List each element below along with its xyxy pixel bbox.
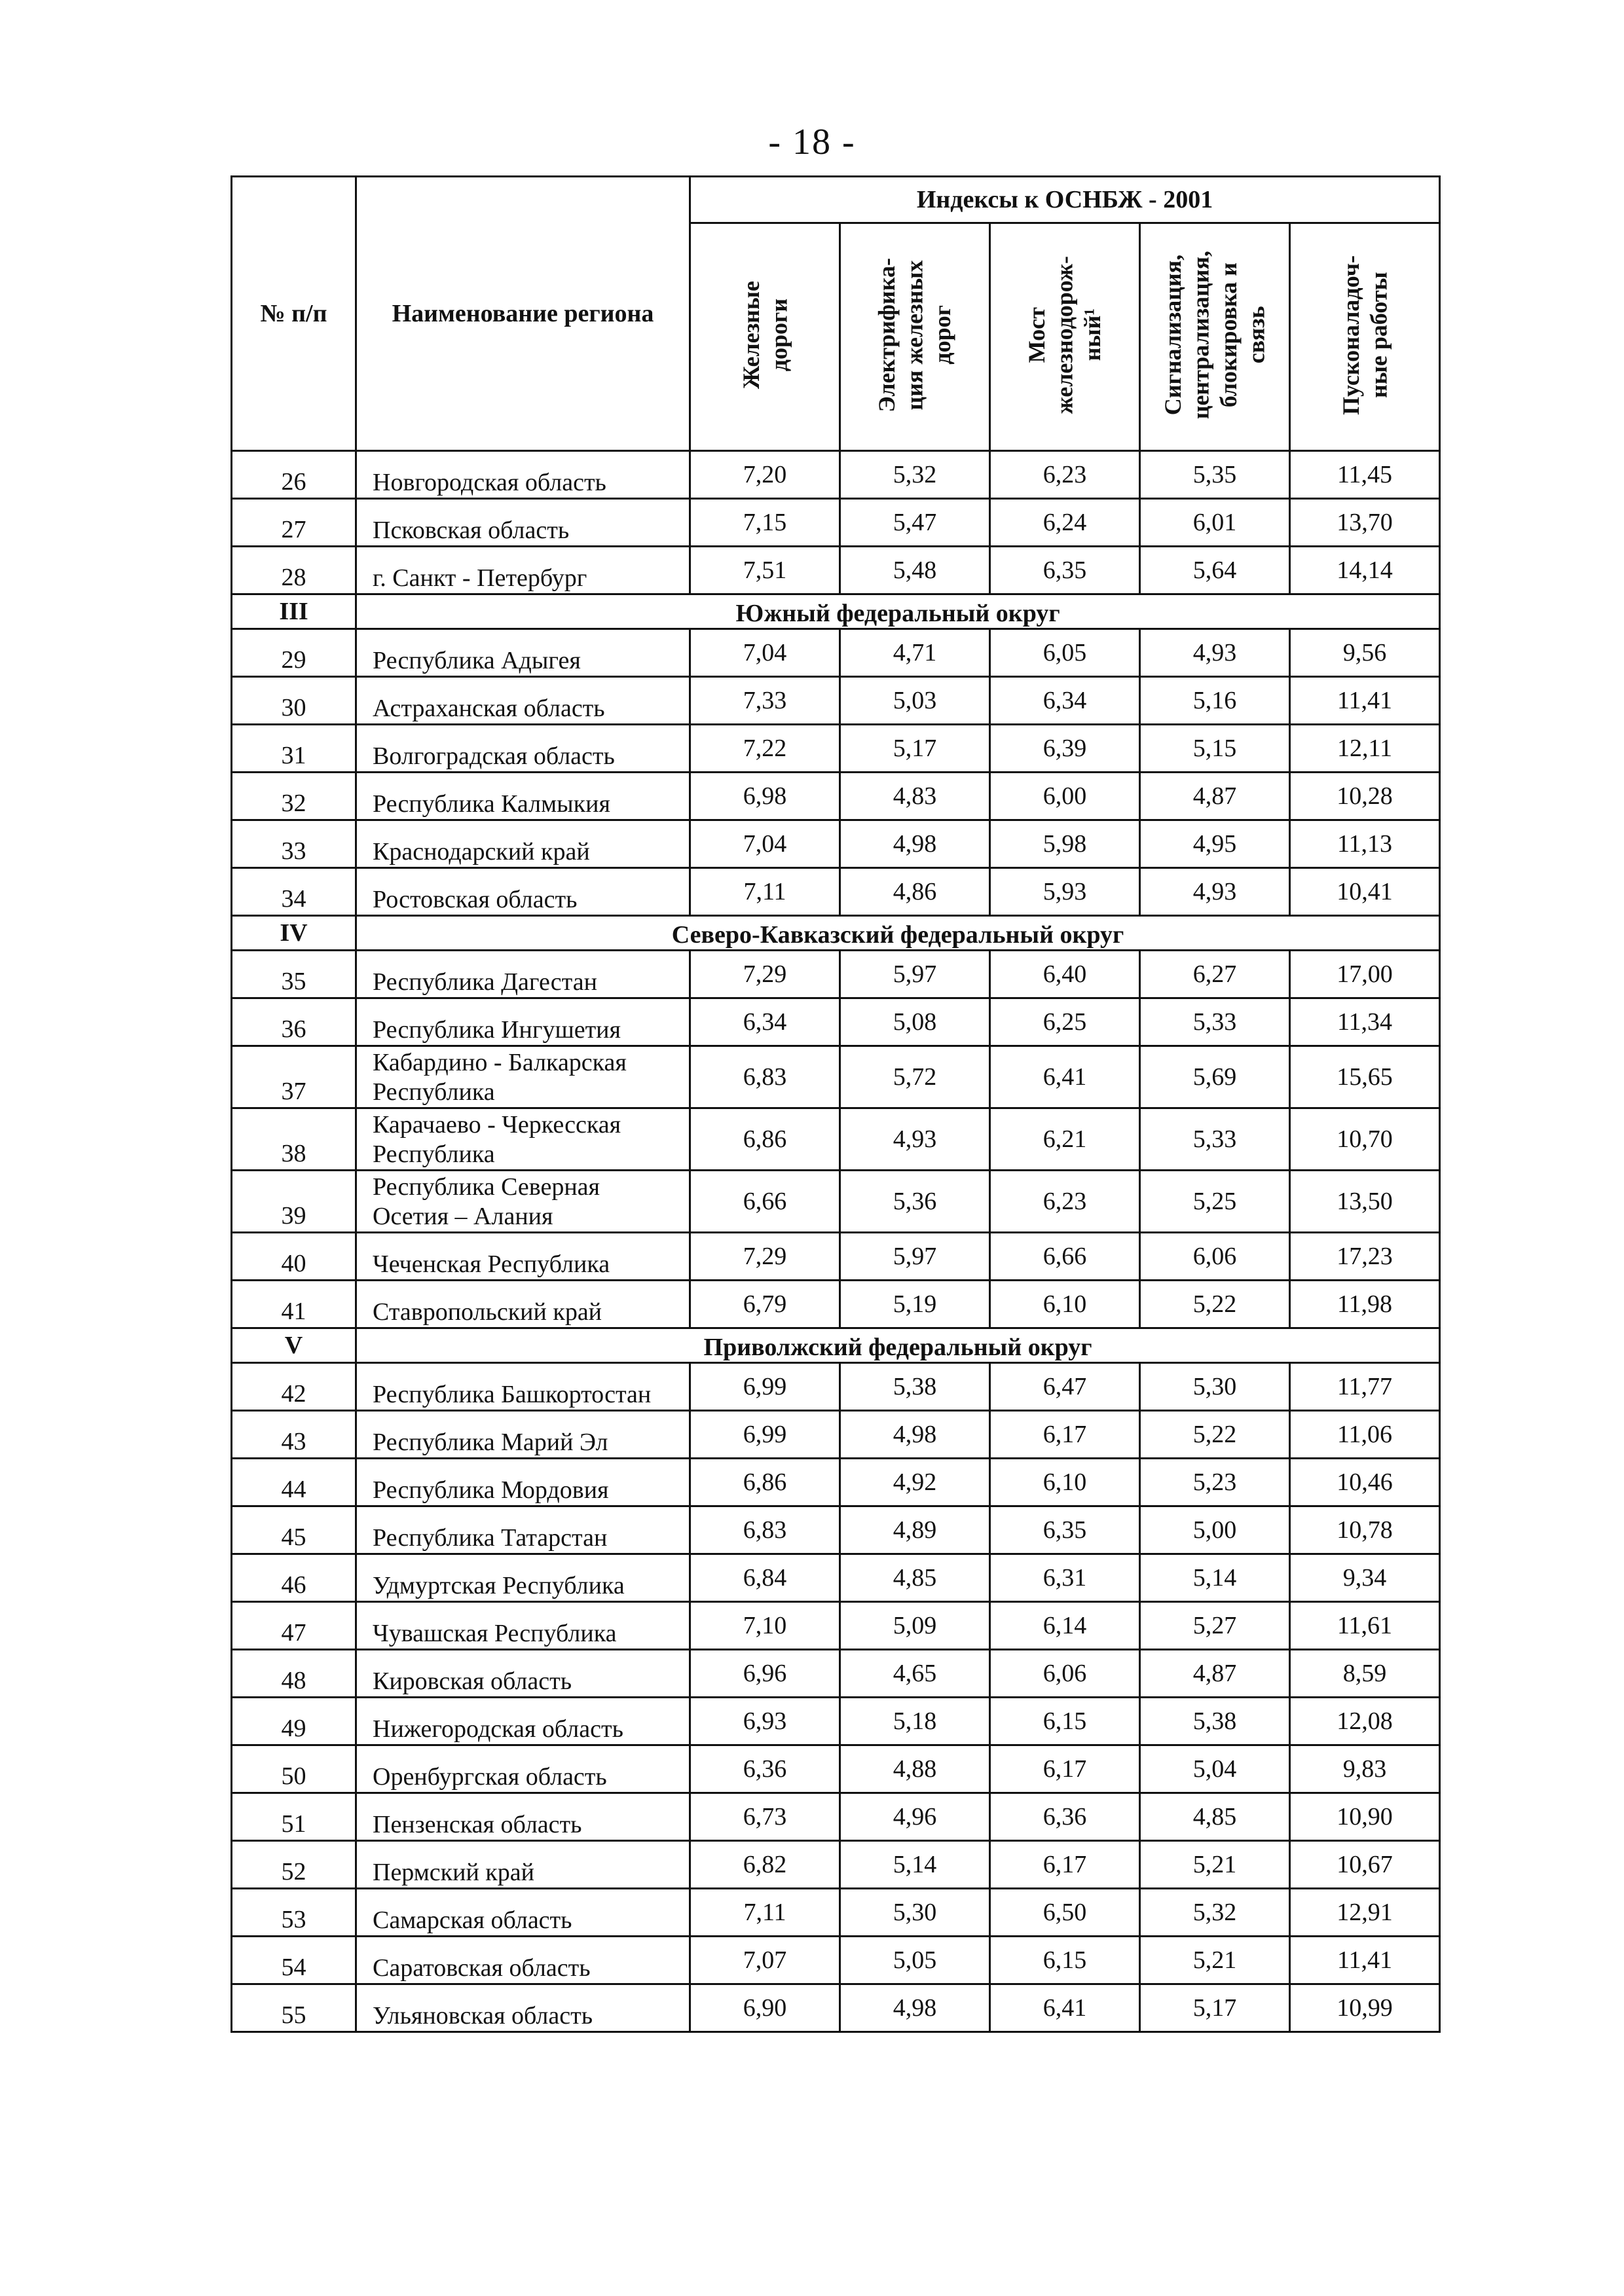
- bridge-index: 6,15: [990, 1937, 1140, 1984]
- commissioning-index: 15,65: [1290, 1046, 1440, 1108]
- commissioning-index: 11,41: [1290, 1937, 1440, 1984]
- region-name: Чеченская Республика: [356, 1233, 690, 1281]
- bridge-index: 6,17: [990, 1841, 1140, 1889]
- electrification-index: 5,47: [840, 499, 990, 547]
- electrification-index: 5,32: [840, 451, 990, 499]
- commissioning-index: 17,23: [1290, 1233, 1440, 1281]
- table-row: [232, 951, 1440, 998]
- region-name: Нижегородская область: [356, 1698, 690, 1745]
- row-number: 37: [232, 1046, 356, 1108]
- signaling-index: 5,22: [1140, 1281, 1290, 1328]
- row-number: 45: [232, 1506, 356, 1554]
- electrification-index: 4,98: [840, 1411, 990, 1459]
- table-row: [232, 547, 1440, 594]
- regional-index-table: [231, 175, 1441, 2033]
- railways-index: 6,99: [690, 1411, 840, 1459]
- commissioning-index: 8,59: [1290, 1650, 1440, 1698]
- table-row: [232, 1171, 1440, 1233]
- commissioning-index: 10,90: [1290, 1793, 1440, 1841]
- region-name: г. Санкт - Петербург: [356, 547, 690, 594]
- table-row: [232, 1698, 1440, 1745]
- electrification-index: 5,09: [840, 1602, 990, 1650]
- commissioning-index: 17,00: [1290, 951, 1440, 998]
- region-name: Кабардино - Балкарская Республика: [356, 1046, 690, 1108]
- table-row: [232, 1411, 1440, 1459]
- bridge-index: 6,31: [990, 1554, 1140, 1602]
- bridge-index: 6,40: [990, 951, 1140, 998]
- table-row: [232, 1281, 1440, 1328]
- row-number: 35: [232, 951, 356, 998]
- commissioning-index: 12,08: [1290, 1698, 1440, 1745]
- commissioning-index: 11,34: [1290, 998, 1440, 1046]
- row-number: 49: [232, 1698, 356, 1745]
- table-row: [232, 725, 1440, 773]
- page-number: - 18 -: [768, 122, 856, 162]
- bridge-index: 6,14: [990, 1602, 1140, 1650]
- electrification-index: 5,17: [840, 725, 990, 773]
- electrification-index: 5,03: [840, 677, 990, 725]
- commissioning-index: 11,77: [1290, 1363, 1440, 1411]
- region-name: Чувашская Республика: [356, 1602, 690, 1650]
- table-row: [232, 1937, 1440, 1984]
- region-name: Республика Татарстан: [356, 1506, 690, 1554]
- signaling-index: 5,16: [1140, 677, 1290, 725]
- row-number: 46: [232, 1554, 356, 1602]
- table-row: [232, 499, 1440, 547]
- region-name: Удмуртская Республика: [356, 1554, 690, 1602]
- row-number: 31: [232, 725, 356, 773]
- section-title: Приволжский федеральный округ: [356, 1328, 1440, 1363]
- commissioning-index: 11,45: [1290, 451, 1440, 499]
- region-name: Республика Ингушетия: [356, 998, 690, 1046]
- table-row: [232, 1602, 1440, 1650]
- signaling-index: 5,17: [1140, 1984, 1290, 2032]
- electrification-index: 4,92: [840, 1459, 990, 1506]
- header-signaling: Сигнализация, централизация, блокировка и связь: [1140, 223, 1290, 451]
- signaling-index: 6,06: [1140, 1233, 1290, 1281]
- row-number: 36: [232, 998, 356, 1046]
- region-name: Карачаево - Черкесская Республика: [356, 1108, 690, 1171]
- table-row: [232, 1233, 1440, 1281]
- row-number: 33: [232, 820, 356, 868]
- table-row: [232, 629, 1440, 677]
- commissioning-index: 9,34: [1290, 1554, 1440, 1602]
- commissioning-index: 9,56: [1290, 629, 1440, 677]
- table-row: [232, 1554, 1440, 1602]
- row-number: 41: [232, 1281, 356, 1328]
- signaling-index: 5,33: [1140, 1108, 1290, 1171]
- electrification-index: 5,18: [840, 1698, 990, 1745]
- region-name: Республика Башкортостан: [356, 1363, 690, 1411]
- electrification-index: 4,98: [840, 1984, 990, 2032]
- section-row: [232, 594, 1440, 629]
- commissioning-index: 10,78: [1290, 1506, 1440, 1554]
- region-name: Республика Северная Осетия – Алания: [356, 1171, 690, 1233]
- table-row: [232, 1745, 1440, 1793]
- railways-index: 7,20: [690, 451, 840, 499]
- electrification-index: 5,08: [840, 998, 990, 1046]
- row-number: 39: [232, 1171, 356, 1233]
- bridge-index: 6,15: [990, 1698, 1140, 1745]
- electrification-index: 5,97: [840, 1233, 990, 1281]
- row-number: 26: [232, 451, 356, 499]
- region-name: Республика Дагестан: [356, 951, 690, 998]
- railways-index: 7,33: [690, 677, 840, 725]
- signaling-index: 4,93: [1140, 629, 1290, 677]
- signaling-index: 5,32: [1140, 1889, 1290, 1937]
- bridge-index: 6,24: [990, 499, 1140, 547]
- signaling-index: 5,23: [1140, 1459, 1290, 1506]
- region-name: Ростовская область: [356, 868, 690, 916]
- railways-index: 6,84: [690, 1554, 840, 1602]
- bridge-index: 5,93: [990, 868, 1140, 916]
- table-row: [232, 1506, 1440, 1554]
- signaling-index: 5,21: [1140, 1937, 1290, 1984]
- bridge-index: 6,05: [990, 629, 1140, 677]
- bridge-index: 6,41: [990, 1046, 1140, 1108]
- bridge-index: 6,47: [990, 1363, 1140, 1411]
- header-index-group: Индексы к ОСНБЖ - 2001: [690, 177, 1440, 223]
- section-number: III: [232, 594, 356, 629]
- commissioning-index: 11,41: [1290, 677, 1440, 725]
- bridge-index: 6,10: [990, 1281, 1140, 1328]
- electrification-index: 4,93: [840, 1108, 990, 1171]
- railways-index: 6,96: [690, 1650, 840, 1698]
- row-number: 27: [232, 499, 356, 547]
- railways-index: 6,73: [690, 1793, 840, 1841]
- header-railway-bridge: Мост железнодорож- ный¹: [990, 223, 1140, 451]
- signaling-index: 5,30: [1140, 1363, 1290, 1411]
- railways-index: 6,83: [690, 1046, 840, 1108]
- bridge-index: 6,23: [990, 451, 1140, 499]
- railways-index: 7,11: [690, 1889, 840, 1937]
- railways-index: 7,04: [690, 820, 840, 868]
- railways-index: 6,99: [690, 1363, 840, 1411]
- header-row-number: № п/п: [232, 177, 356, 451]
- commissioning-index: 10,67: [1290, 1841, 1440, 1889]
- table-row: [232, 1889, 1440, 1937]
- header-commissioning: Пусконаладоч- ные работы: [1290, 223, 1440, 451]
- bridge-index: 6,21: [990, 1108, 1140, 1171]
- electrification-index: 5,36: [840, 1171, 990, 1233]
- electrification-index: 4,65: [840, 1650, 990, 1698]
- railways-index: 7,11: [690, 868, 840, 916]
- bridge-index: 6,50: [990, 1889, 1140, 1937]
- region-name: Республика Адыгея: [356, 629, 690, 677]
- commissioning-index: 9,83: [1290, 1745, 1440, 1793]
- railways-index: 7,22: [690, 725, 840, 773]
- electrification-index: 5,48: [840, 547, 990, 594]
- table-body: [232, 451, 1440, 2032]
- row-number: 55: [232, 1984, 356, 2032]
- railways-index: 6,79: [690, 1281, 840, 1328]
- electrification-index: 5,05: [840, 1937, 990, 1984]
- commissioning-index: 11,61: [1290, 1602, 1440, 1650]
- bridge-index: 6,06: [990, 1650, 1140, 1698]
- row-number: 50: [232, 1745, 356, 1793]
- railways-index: 6,34: [690, 998, 840, 1046]
- commissioning-index: 10,70: [1290, 1108, 1440, 1171]
- table-row: [232, 1841, 1440, 1889]
- railways-index: 6,36: [690, 1745, 840, 1793]
- signaling-index: 4,93: [1140, 868, 1290, 916]
- railways-index: 6,86: [690, 1459, 840, 1506]
- signaling-index: 5,04: [1140, 1745, 1290, 1793]
- railways-index: 6,83: [690, 1506, 840, 1554]
- signaling-index: 4,85: [1140, 1793, 1290, 1841]
- region-name: Самарская область: [356, 1889, 690, 1937]
- bridge-index: 6,17: [990, 1411, 1140, 1459]
- signaling-index: 4,87: [1140, 1650, 1290, 1698]
- region-name: Астраханская область: [356, 677, 690, 725]
- row-number: 51: [232, 1793, 356, 1841]
- signaling-index: 5,64: [1140, 547, 1290, 594]
- table-row: [232, 820, 1440, 868]
- region-name: Волгоградская область: [356, 725, 690, 773]
- bridge-index: 6,39: [990, 725, 1140, 773]
- electrification-index: 4,98: [840, 820, 990, 868]
- row-number: 32: [232, 773, 356, 820]
- header-region-name: Наименование региона: [356, 177, 690, 451]
- row-number: 29: [232, 629, 356, 677]
- signaling-index: 6,01: [1140, 499, 1290, 547]
- row-number: 44: [232, 1459, 356, 1506]
- electrification-index: 5,30: [840, 1889, 990, 1937]
- row-number: 48: [232, 1650, 356, 1698]
- row-number: 38: [232, 1108, 356, 1171]
- row-number: 34: [232, 868, 356, 916]
- section-row: [232, 916, 1440, 951]
- region-name: Оренбургская область: [356, 1745, 690, 1793]
- railways-index: 7,29: [690, 951, 840, 998]
- commissioning-index: 12,91: [1290, 1889, 1440, 1937]
- region-name: Кировская область: [356, 1650, 690, 1698]
- region-name: Новгородская область: [356, 451, 690, 499]
- railways-index: 6,86: [690, 1108, 840, 1171]
- commissioning-index: 11,13: [1290, 820, 1440, 868]
- table-row: [232, 773, 1440, 820]
- railways-index: 7,07: [690, 1937, 840, 1984]
- commissioning-index: 10,46: [1290, 1459, 1440, 1506]
- electrification-index: 5,72: [840, 1046, 990, 1108]
- bridge-index: 5,98: [990, 820, 1140, 868]
- commissioning-index: 10,99: [1290, 1984, 1440, 2032]
- electrification-index: 4,83: [840, 773, 990, 820]
- commissioning-index: 14,14: [1290, 547, 1440, 594]
- commissioning-index: 13,50: [1290, 1171, 1440, 1233]
- signaling-index: 5,00: [1140, 1506, 1290, 1554]
- bridge-index: 6,10: [990, 1459, 1140, 1506]
- bridge-index: 6,36: [990, 1793, 1140, 1841]
- row-number: 54: [232, 1937, 356, 1984]
- railways-index: 6,90: [690, 1984, 840, 2032]
- section-title: Южный федеральный округ: [356, 594, 1440, 629]
- region-name: Республика Калмыкия: [356, 773, 690, 820]
- signaling-index: 5,27: [1140, 1602, 1290, 1650]
- railways-index: 6,66: [690, 1171, 840, 1233]
- bridge-index: 6,25: [990, 998, 1140, 1046]
- row-number: 43: [232, 1411, 356, 1459]
- section-row: [232, 1328, 1440, 1363]
- table-row: [232, 998, 1440, 1046]
- electrification-index: 5,97: [840, 951, 990, 998]
- railways-index: 6,98: [690, 773, 840, 820]
- signaling-index: 5,22: [1140, 1411, 1290, 1459]
- commissioning-index: 11,98: [1290, 1281, 1440, 1328]
- row-number: 30: [232, 677, 356, 725]
- row-number: 53: [232, 1889, 356, 1937]
- table-row: [232, 1650, 1440, 1698]
- bridge-index: 6,66: [990, 1233, 1140, 1281]
- signaling-index: 6,27: [1140, 951, 1290, 998]
- electrification-index: 4,96: [840, 1793, 990, 1841]
- table-row: [232, 677, 1440, 725]
- railways-index: 7,51: [690, 547, 840, 594]
- commissioning-index: 10,41: [1290, 868, 1440, 916]
- electrification-index: 5,14: [840, 1841, 990, 1889]
- railways-index: 6,93: [690, 1698, 840, 1745]
- region-name: Пензенская область: [356, 1793, 690, 1841]
- row-number: 28: [232, 547, 356, 594]
- region-name: Ульяновская область: [356, 1984, 690, 2032]
- signaling-index: 5,25: [1140, 1171, 1290, 1233]
- electrification-index: 4,86: [840, 868, 990, 916]
- bridge-index: 6,00: [990, 773, 1140, 820]
- table-row: [232, 1108, 1440, 1171]
- section-number: V: [232, 1328, 356, 1363]
- signaling-index: 5,69: [1140, 1046, 1290, 1108]
- header-electrification: Электрифика- ция железных дорог: [840, 223, 990, 451]
- electrification-index: 5,19: [840, 1281, 990, 1328]
- table-row: [232, 1459, 1440, 1506]
- signaling-index: 5,14: [1140, 1554, 1290, 1602]
- signaling-index: 5,15: [1140, 725, 1290, 773]
- header-railways: Железные дороги: [690, 223, 840, 451]
- signaling-index: 5,38: [1140, 1698, 1290, 1745]
- commissioning-index: 10,28: [1290, 773, 1440, 820]
- row-number: 42: [232, 1363, 356, 1411]
- railways-index: 7,04: [690, 629, 840, 677]
- section-number: IV: [232, 916, 356, 951]
- region-name: Пермский край: [356, 1841, 690, 1889]
- bridge-index: 6,17: [990, 1745, 1140, 1793]
- railways-index: 7,10: [690, 1602, 840, 1650]
- bridge-index: 6,23: [990, 1171, 1140, 1233]
- region-name: Краснодарский край: [356, 820, 690, 868]
- row-number: 47: [232, 1602, 356, 1650]
- table-row: [232, 1793, 1440, 1841]
- signaling-index: 5,35: [1140, 451, 1290, 499]
- electrification-index: 4,89: [840, 1506, 990, 1554]
- table-row: [232, 1363, 1440, 1411]
- signaling-index: 5,21: [1140, 1841, 1290, 1889]
- commissioning-index: 11,06: [1290, 1411, 1440, 1459]
- commissioning-index: 12,11: [1290, 725, 1440, 773]
- table-row: [232, 1984, 1440, 2032]
- signaling-index: 4,87: [1140, 773, 1290, 820]
- electrification-index: 4,85: [840, 1554, 990, 1602]
- signaling-index: 4,95: [1140, 820, 1290, 868]
- row-number: 40: [232, 1233, 356, 1281]
- table-row: [232, 1046, 1440, 1108]
- region-name: Республика Марий Эл: [356, 1411, 690, 1459]
- region-name: Саратовская область: [356, 1937, 690, 1984]
- commissioning-index: 13,70: [1290, 499, 1440, 547]
- region-name: Республика Мордовия: [356, 1459, 690, 1506]
- bridge-index: 6,35: [990, 1506, 1140, 1554]
- railways-index: 7,15: [690, 499, 840, 547]
- table-row: [232, 868, 1440, 916]
- electrification-index: 4,71: [840, 629, 990, 677]
- electrification-index: 5,38: [840, 1363, 990, 1411]
- bridge-index: 6,34: [990, 677, 1140, 725]
- section-title: Северо-Кавказский федеральный округ: [356, 916, 1440, 951]
- row-number: 52: [232, 1841, 356, 1889]
- electrification-index: 4,88: [840, 1745, 990, 1793]
- railways-index: 7,29: [690, 1233, 840, 1281]
- railways-index: 6,82: [690, 1841, 840, 1889]
- table-row: [232, 451, 1440, 499]
- region-name: Ставропольский край: [356, 1281, 690, 1328]
- signaling-index: 5,33: [1140, 998, 1290, 1046]
- bridge-index: 6,35: [990, 547, 1140, 594]
- table-header: [232, 177, 1440, 451]
- bridge-index: 6,41: [990, 1984, 1140, 2032]
- region-name: Псковская область: [356, 499, 690, 547]
